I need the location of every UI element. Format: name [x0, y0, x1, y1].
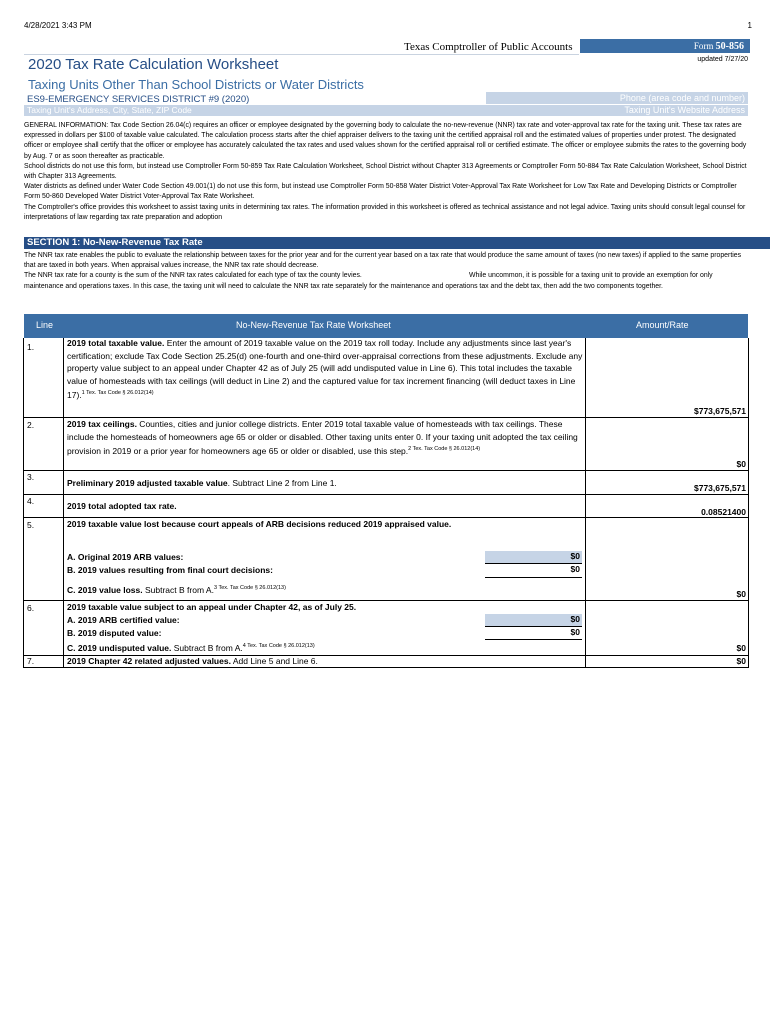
worksheet-table-header: [24, 314, 748, 338]
line-3-description: [67, 477, 587, 490]
line-title: 2019 Chapter 42 related adjusted values.: [67, 656, 231, 666]
general-information: [24, 121, 748, 223]
intro-paragraph: Water districts as defined under Water Code Section 49.001(1) do not use this form, but instead use Comptroller Form 50-858 Water District Voter-Approval Tax Rate Worksheet for Low Tax Rate and Developing Districts or Comptroller Form 50-860 Developed Water District Voter-Approval Tax Rate Worksheet.: [24, 183, 737, 201]
updated-date: updated 7/27/20: [697, 56, 748, 63]
line-5a-value[interactable]: $0: [570, 551, 580, 561]
page-number: 1: [747, 21, 752, 30]
sub-line-label: A. 2019 ARB certified value:: [67, 615, 180, 625]
line-1-amount[interactable]: $773,675,571: [694, 406, 746, 416]
col-divider: [63, 338, 64, 668]
line-number: 3.: [27, 472, 35, 482]
phone-field[interactable]: Phone (area code and number): [486, 92, 748, 104]
sub-line-text: Subtract B from A.: [142, 584, 214, 595]
line-5-amount[interactable]: $0: [736, 589, 746, 599]
print-date: 4/28/2021 3:43 PM: [24, 21, 92, 30]
line-6a-value[interactable]: $0: [570, 614, 580, 624]
form-prefix: Form: [693, 41, 714, 51]
sub-line-label: B. 2019 values resulting from final court decisions:: [67, 565, 273, 575]
line-5-description: [67, 518, 587, 531]
line-text: Counties, cities and junior college districts. Enter 2019 total taxable value of homesteads with tax ceilings. These include the homesteads of homeowners age 65 or older or disabled. Other taxing units enter 0. If your taxing unit adopted the tax ceiling provision in 2019 or a prior year for homeowners age 65 or older or disabled, use this step.: [67, 419, 578, 456]
line-number: 4.: [27, 496, 35, 506]
line-4-rate[interactable]: 0.08521400: [701, 507, 746, 517]
line-3-amount[interactable]: $773,675,571: [694, 483, 746, 493]
intro-paragraph: School districts do not use this form, but instead use Comptroller Form 50-859 Tax Rate Calculation Worksheet, School District without Chapter 313 Agreements or Comptroller Form 50-884 Tax Rate Calculation Worksheet, School District with Chapter 313 Agreements.: [24, 162, 747, 181]
line-number: 7.: [27, 656, 35, 666]
line-text: Enter the amount of 2019 taxable value on the 2019 tax roll today. Include any adjustments since last year's certification; exclude Tax Code Section 25.25(d) one-fourth and one-third over-appraisal corrections from these adjustments. Exclude any property value subject to an appeal under Chapter 42 as of July 25 (will add undisputed value in Line 6). This total includes the taxable value of homesteads with tax ceilings (will deduct in Line 2) and the captured value for tax increment financing (will deduct taxes in Line 17).: [67, 338, 583, 400]
col-line-header: Line: [36, 320, 54, 330]
page-title: 2020 Tax Rate Calculation Worksheet: [28, 56, 279, 73]
taxing-unit-name-field[interactable]: ES9-EMERGENCY SERVICES DISTRICT #9 (2020): [27, 94, 250, 105]
line-title: 2019 tax ceilings.: [67, 419, 137, 429]
line-number: 1.: [27, 342, 35, 352]
intro-paragraph: The Comptroller's office provides this worksheet to assist taxing units in determining tax rates. The information provided in this worksheet is offered as technical assistance and not legal advice. Taxing units should consult legal counsel for interpretations of law regarding tax rate preparation and adoption: [24, 203, 746, 221]
section-intro-sentence: While uncommon, it is possible for a taxing unit to provide an exemption for only maintenance and operations taxes. In this case, the taxing unit will need to calculate the NNR tax rate separately for the maintenance and operations tax and the debt tax, then add the two components together.: [24, 272, 713, 290]
line-6-amount[interactable]: $0: [736, 643, 746, 653]
form-number: 50-856: [715, 41, 744, 52]
line-number: 2.: [27, 420, 35, 430]
comptroller-heading: Texas Comptroller of Public Accounts: [404, 41, 573, 53]
line-5c-label: [67, 582, 587, 596]
sub-line-label: B. 2019 disputed value:: [67, 628, 162, 638]
footnote-ref: 4 Tex. Tax Code § 26.012(13): [242, 643, 315, 649]
line-4-description: [67, 500, 587, 513]
sub-line-title: C. 2019 value loss.: [67, 584, 143, 595]
line-5b-value[interactable]: $0: [570, 564, 580, 574]
input-underline: [485, 577, 582, 578]
line-2-amount[interactable]: $0: [736, 459, 746, 469]
col-amount-header: Amount/Rate: [636, 320, 689, 330]
line-number: 5.: [27, 520, 35, 530]
line-title: 2019 taxable value subject to an appeal under Chapter 42, as of July 25.: [67, 602, 357, 612]
page-subtitle: Taxing Units Other Than School Districts or Water Districts: [28, 77, 364, 92]
col-worksheet-header: No-New-Revenue Tax Rate Worksheet: [236, 320, 391, 330]
footnote-ref: 3 Tex. Tax Code § 26.012(13): [213, 585, 286, 591]
line-title: 2019 total adopted tax rate.: [67, 501, 177, 511]
line-title: Preliminary 2019 adjusted taxable value: [67, 478, 228, 488]
line-title: 2019 total taxable value.: [67, 338, 165, 348]
line-text: Add Line 5 and Line 6.: [230, 656, 318, 666]
sub-line-label: A. Original 2019 ARB values:: [67, 552, 184, 562]
section-intro-paragraph: [24, 271, 748, 291]
line-text: . Subtract Line 2 from Line 1.: [227, 478, 337, 488]
line-7-description: [67, 655, 587, 668]
section-1-header: SECTION 1: No-New-Revenue Tax Rate: [24, 237, 770, 249]
line-6-description: [67, 601, 587, 614]
intro-paragraph: GENERAL INFORMATION: Tax Code Section 26.04(c) requires an officer or employee designated by the governing body to calculate the no-new-revenue (NNR) tax rate and voter-approval tax rate for the taxing unit. These tax rates are expressed in dollars per $100 of taxable value calculated. The calculation process starts after the chief appraiser delivers to the taxing unit the certified appraisal roll and the estimated values of properties under protest. The designated officer or employee shall certify that the officer or employee has accurately calculated the tax rates and used values shown for the certified appraisal roll or certified estimate. The officer or employee submits the rates to the governing body by Aug. 7 or as soon thereafter as practicable.: [24, 122, 747, 160]
footnote-ref: 1 Tex. Tax Code § 26.012(14): [81, 390, 154, 396]
footnote-ref: 2 Tex. Tax Code § 26.012(14): [408, 446, 481, 452]
line-7-amount[interactable]: $0: [736, 656, 746, 666]
section-intro-sentence: The NNR tax rate for a county is the sum of the NNR tax rates calculated for each type of tax the county levies.: [24, 272, 362, 280]
website-field[interactable]: Taxing Unit's Website Address: [624, 105, 745, 115]
sub-line-title: C. 2019 undisputed value.: [67, 642, 172, 653]
line-1-description: [67, 337, 587, 401]
line-number: 6.: [27, 603, 35, 613]
row-divider: [23, 470, 749, 471]
line-title: 2019 taxable value lost because court appeals of ARB decisions reduced 2019 appraised value.: [67, 519, 452, 529]
line-6b-value[interactable]: $0: [570, 627, 580, 637]
row-divider: [23, 494, 749, 495]
section-1-intro: [24, 251, 748, 292]
line-2-description: [67, 418, 587, 457]
line-6c-label: [67, 640, 587, 654]
form-number-badge: [580, 39, 750, 53]
sub-line-text: Subtract B from A.: [171, 642, 243, 653]
address-field[interactable]: Taxing Unit's Address, City, State, ZIP Code: [27, 105, 192, 115]
section-intro-paragraph: The NNR tax rate enables the public to evaluate the relationship between taxes for the prior year and for the current year based on a tax rate that would produce the same amount of taxes (no new taxes) if applied to the same properties that are taxed in both years. When appraisal values increase, the NNR tax rate should decrease.: [24, 252, 742, 270]
